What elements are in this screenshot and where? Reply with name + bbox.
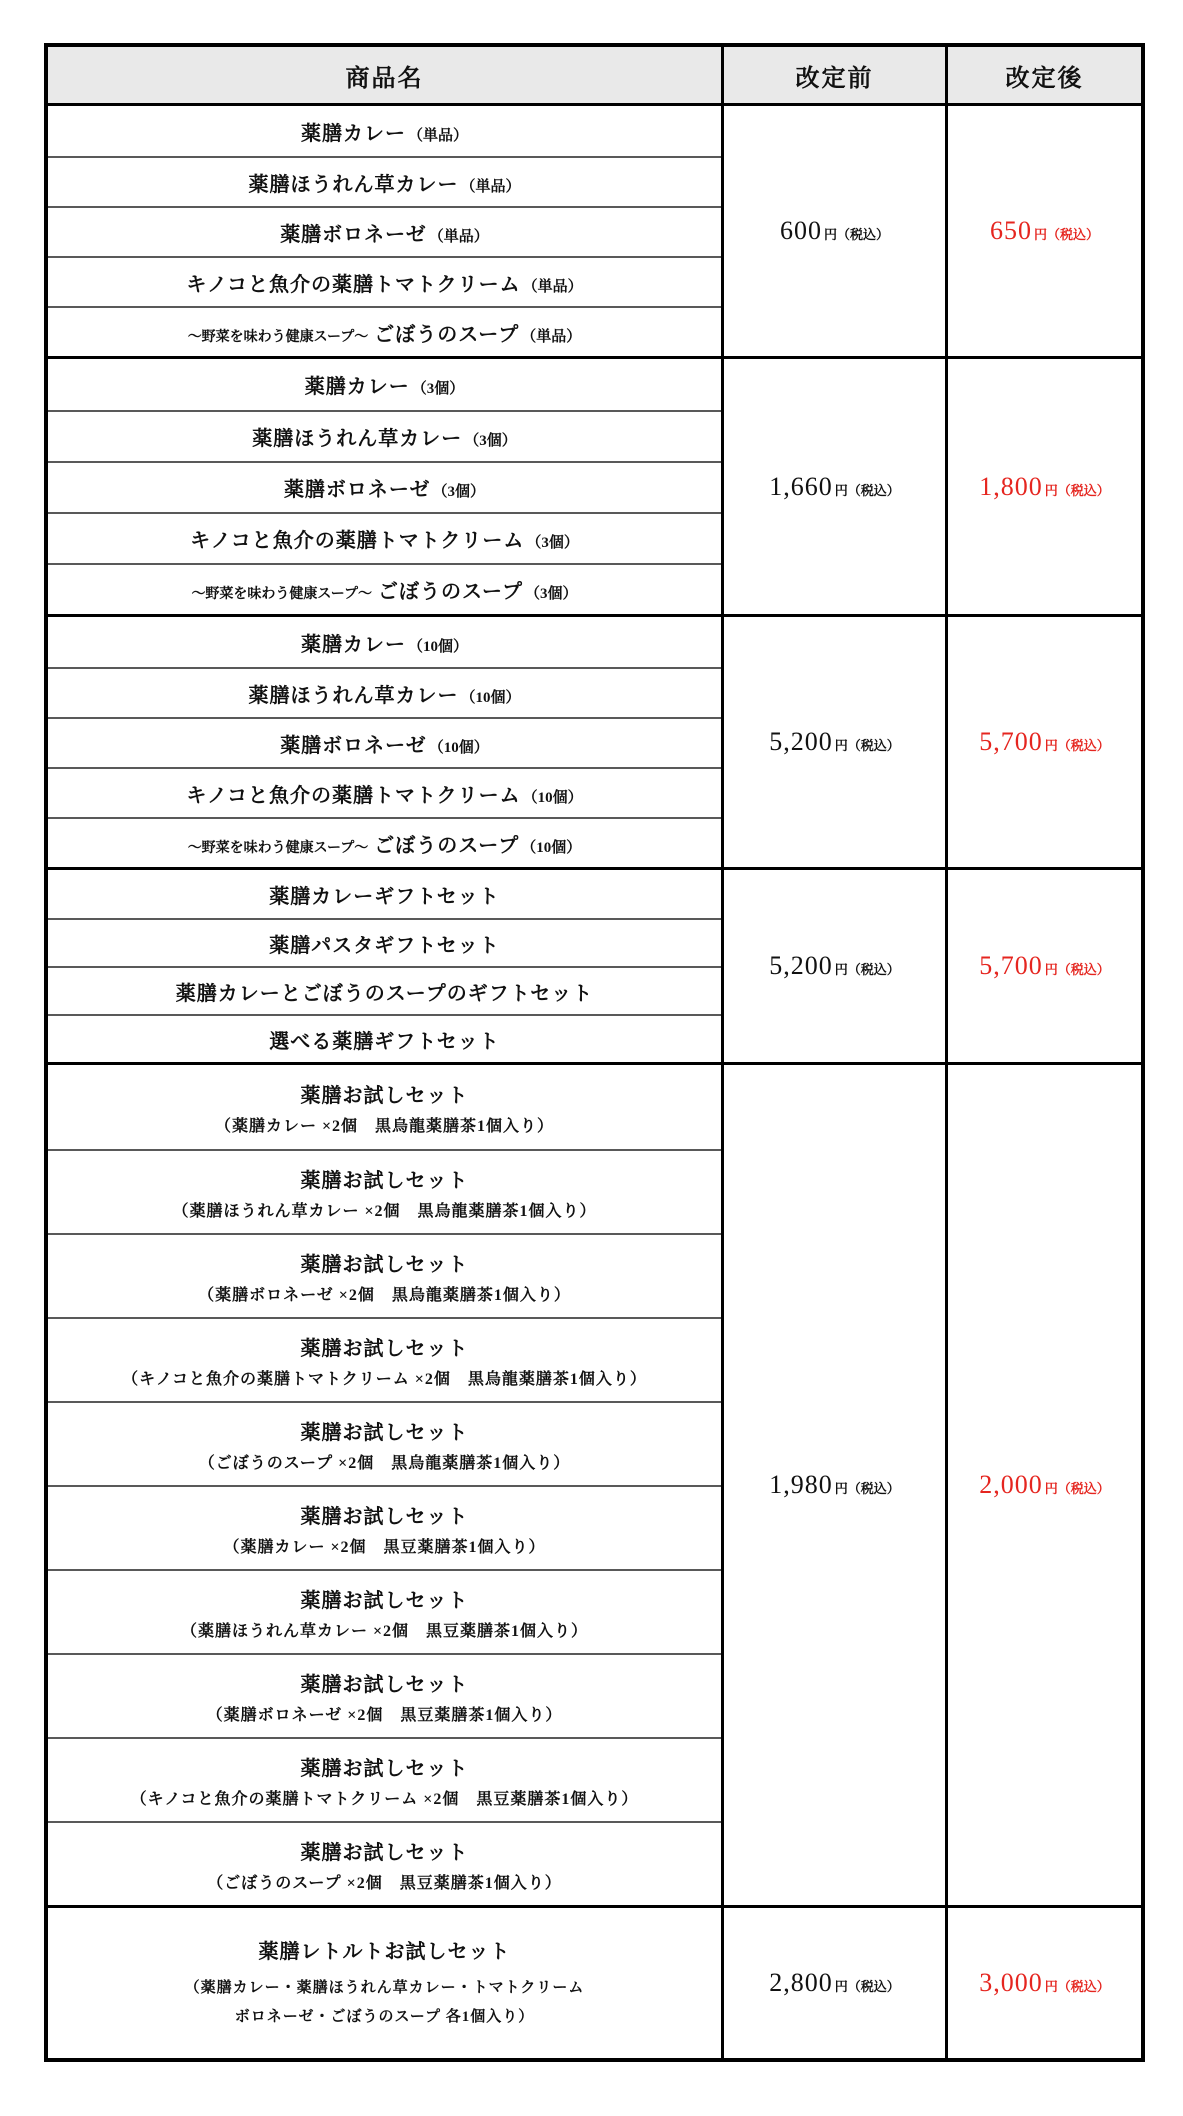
price-amount: 3,000 [979, 1968, 1043, 1997]
price-before-cell [721, 870, 945, 1062]
price-before-cell [721, 1065, 945, 1905]
retort-desc-line1: （薬膳カレー・薬膳ほうれん草カレー・トマトクリーム [184, 1980, 585, 1996]
table-row [48, 563, 721, 614]
trial-desc: （薬膳ボロネーゼ ×2個 黒豆薬膳茶1個入り） [206, 1706, 563, 1724]
table-row [48, 1653, 721, 1737]
soup-prefix: ～野菜を味わう健康スープ～ [191, 587, 373, 602]
price-after-cell [945, 106, 1141, 356]
retort-desc [185, 1974, 585, 2031]
product-suffix: （3個） [525, 586, 578, 602]
product-suffix: （3個） [411, 381, 465, 397]
product-name: 薬膳カレー [300, 633, 406, 656]
product-name: 薬膳カレーとごぼうのスープのギフトセット [175, 982, 594, 1005]
price-unit: 円（税込） [1044, 1481, 1110, 1496]
product-name: 薬膳お試しセット [300, 1757, 469, 1780]
product-group-gift [48, 870, 1141, 1065]
product-group-10pack [48, 617, 1141, 870]
product-suffix: （3個） [526, 535, 579, 551]
table-row [48, 512, 721, 563]
table-row [48, 966, 721, 1014]
table-row [48, 306, 721, 356]
product-suffix: （単品） [428, 228, 489, 245]
table-row [48, 256, 721, 306]
table-row [48, 410, 721, 461]
product-suffix: （3個） [432, 484, 486, 500]
table-row [48, 1317, 721, 1401]
product-name: ごぼうのスープ [374, 834, 520, 857]
price-before-cell [721, 106, 945, 356]
price-before-cell [721, 1908, 945, 2058]
soup-prefix: ～野菜を味わう健康スープ～ [187, 329, 369, 345]
product-name: 薬膳カレー [304, 376, 410, 398]
table-row [48, 1569, 721, 1653]
price-amount: 1,660 [769, 471, 833, 501]
product-name: キノコと魚介の薬膳トマトクリーム [186, 784, 521, 807]
header-before-label: 改定前 [721, 47, 945, 103]
table-row [48, 1821, 721, 1905]
price-amount: 600 [779, 216, 822, 245]
price-unit: 円（税込） [1044, 482, 1110, 498]
table-row [48, 461, 721, 512]
price-amount: 1,800 [979, 471, 1043, 501]
product-name: 薬膳ほうれん草カレー [252, 428, 463, 450]
table-row [48, 1908, 721, 2058]
product-suffix: （10個） [407, 638, 468, 655]
table-row [48, 156, 721, 206]
price-after-cell [945, 617, 1141, 867]
product-rows [48, 617, 721, 867]
product-name: 薬膳ボロネーゼ [280, 734, 427, 757]
product-name: 薬膳お試しセット [300, 1589, 469, 1612]
price-amount: 5,700 [979, 727, 1043, 756]
trial-desc: （薬膳ボロネーゼ ×2個 黒烏龍薬膳茶1個入り） [198, 1286, 571, 1304]
product-rows [48, 359, 721, 614]
table-row [48, 1065, 721, 1149]
table-row [48, 1014, 721, 1062]
table-row [48, 617, 721, 667]
table-header [48, 47, 1141, 106]
product-name: 薬膳ボロネーゼ [283, 479, 431, 501]
table-row [48, 767, 721, 817]
price-amount: 1,980 [769, 1470, 833, 1499]
price-unit: 円（税込） [823, 227, 889, 242]
product-name: 薬膳カレー [300, 122, 406, 145]
product-suffix: （10個） [428, 739, 489, 756]
table-row [48, 106, 721, 156]
trial-desc: （キノコと魚介の薬膳トマトクリーム ×2個 黒烏龍薬膳茶1個入り） [122, 1370, 647, 1388]
price-unit: 円（税込） [834, 738, 900, 753]
price-table [44, 43, 1145, 2062]
product-suffix: （3個） [464, 433, 517, 449]
product-name: 薬膳お試しセット [300, 1841, 469, 1864]
table-row [48, 1485, 721, 1569]
price-after-cell [945, 870, 1141, 1062]
product-rows [48, 106, 721, 356]
table-row [48, 206, 721, 256]
table-row [48, 918, 721, 966]
price-amount: 5,700 [979, 951, 1043, 980]
product-name: 薬膳お試しセット [300, 1673, 469, 1696]
price-amount: 2,000 [979, 1470, 1043, 1499]
product-name: 薬膳お試しセット [300, 1169, 469, 1192]
product-name: キノコと魚介の薬膳トマトクリーム [186, 273, 521, 296]
price-amount: 5,200 [769, 727, 833, 756]
product-name: 薬膳お試しセット [300, 1084, 469, 1107]
price-unit: 円（税込） [1044, 962, 1110, 977]
product-rows [48, 1908, 721, 2058]
trial-desc: （薬膳カレー ×2個 黒豆薬膳茶1個入り） [223, 1538, 546, 1556]
product-name: 薬膳ほうれん草カレー [248, 173, 459, 196]
product-name: 薬膳ボロネーゼ [280, 223, 427, 246]
table-row [48, 1401, 721, 1485]
trial-desc: （ごぼうのスープ ×2個 黒豆薬膳茶1個入り） [207, 1874, 562, 1892]
soup-prefix: ～野菜を味わう健康スープ～ [187, 840, 369, 856]
price-amount: 5,200 [769, 951, 833, 980]
product-name: 選べる薬膳ギフトセット [269, 1030, 500, 1053]
product-name: 薬膳カレーギフトセット [269, 885, 500, 908]
trial-desc: （ごぼうのスープ ×2個 黒烏龍薬膳茶1個入り） [198, 1454, 571, 1472]
retort-desc-line2: ボロネーゼ・ごぼうのスープ 各1個入り） [234, 2008, 535, 2025]
price-unit: 円（税込） [834, 962, 900, 977]
table-row [48, 667, 721, 717]
product-suffix: （単品） [460, 178, 521, 195]
product-name: 薬膳パスタギフトセット [269, 934, 500, 957]
price-unit: 円（税込） [834, 482, 900, 498]
table-row [48, 717, 721, 767]
product-name: ごぼうのスープ [378, 581, 524, 603]
product-name: 薬膳レトルトお試しセット [258, 1941, 511, 1963]
trial-desc: （薬膳ほうれん草カレー ×2個 黒豆薬膳茶1個入り） [180, 1622, 589, 1640]
price-unit: 円（税込） [1044, 1979, 1110, 1994]
product-group-retort-trial [48, 1908, 1141, 2058]
price-before-cell [721, 617, 945, 867]
product-group-3pack [48, 359, 1141, 617]
price-amount: 650 [989, 216, 1032, 245]
price-amount: 2,800 [769, 1968, 833, 1997]
product-name: 薬膳お試しセット [300, 1253, 469, 1276]
table-row [48, 1737, 721, 1821]
product-name: ごぼうのスープ [374, 323, 520, 346]
price-before-cell [721, 359, 945, 614]
table-row [48, 870, 721, 918]
table-row [48, 1149, 721, 1233]
trial-desc: （薬膳カレー ×2個 黒烏龍薬膳茶1個入り） [214, 1117, 555, 1135]
table-row [48, 359, 721, 410]
product-suffix: （単品） [522, 278, 583, 295]
price-unit: 円（税込） [1044, 738, 1110, 753]
product-group-single [48, 106, 1141, 359]
product-rows [48, 870, 721, 1062]
header-product-label: 商品名 [345, 65, 424, 92]
product-rows [48, 1065, 721, 1905]
price-unit: 円（税込） [834, 1481, 900, 1496]
product-name: 薬膳お試しセット [300, 1337, 469, 1360]
price-after-cell [945, 359, 1141, 614]
product-suffix: （10個） [460, 689, 521, 706]
trial-desc: （薬膳ほうれん草カレー ×2個 黒烏龍薬膳茶1個入り） [172, 1202, 597, 1220]
product-suffix: （10個） [522, 789, 583, 806]
product-suffix: （10個） [521, 839, 582, 856]
price-unit: 円（税込） [1033, 227, 1099, 242]
product-group-trial [48, 1065, 1141, 1908]
product-name: 薬膳ほうれん草カレー [248, 684, 459, 707]
header-after-label: 改定後 [945, 47, 1141, 103]
price-after-cell [945, 1908, 1141, 2058]
table-row [48, 817, 721, 867]
table-row [48, 1233, 721, 1317]
price-after-cell [945, 1065, 1141, 1905]
product-suffix: （単品） [521, 328, 582, 345]
product-name: 薬膳お試しセット [300, 1505, 469, 1528]
product-suffix: （単品） [407, 127, 468, 144]
product-name: キノコと魚介の薬膳トマトクリーム [190, 530, 525, 552]
price-unit: 円（税込） [834, 1979, 900, 1994]
trial-desc: （キノコと魚介の薬膳トマトクリーム ×2個 黒豆薬膳茶1個入り） [130, 1790, 639, 1808]
product-name: 薬膳お試しセット [300, 1421, 469, 1444]
